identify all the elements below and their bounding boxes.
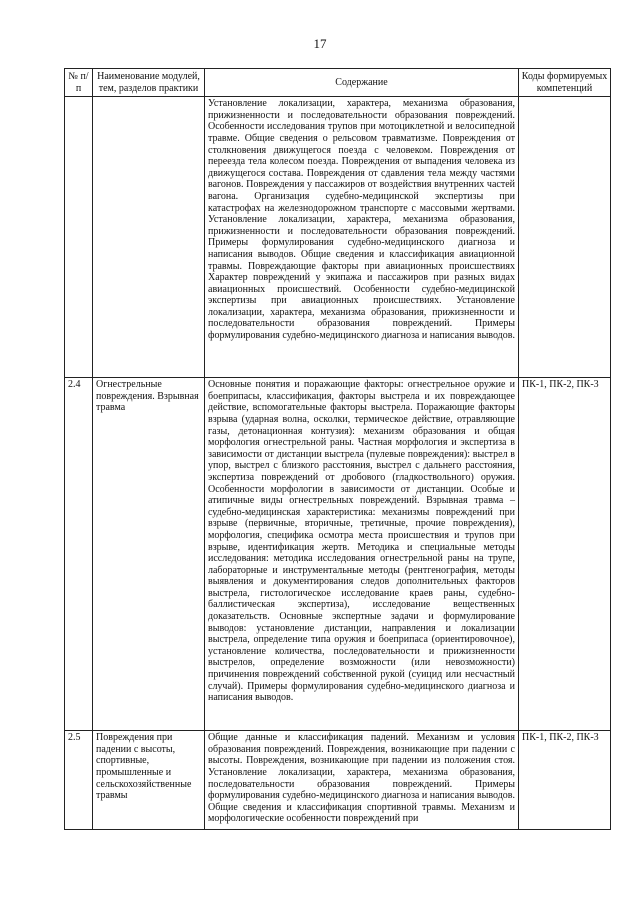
row-competence-codes: ПК-1, ПК-2, ПК-3 <box>519 731 611 830</box>
row-number <box>65 97 93 378</box>
page-number: 17 <box>313 36 327 51</box>
header-content: Содержание <box>205 69 519 97</box>
table-row <box>65 731 611 830</box>
header-codes: Коды формируемых компетенций <box>519 69 611 97</box>
row-topic-name: Повреждения при падении с высоты, спортивные, промышленные и сельскохозяйственные травмы <box>93 731 205 830</box>
row-content: Установление локализации, характера, механизма образования, прижизненности и последовательности образования повреждений. Особенности исследования трупов при мотоциклетной и велосипедной травме. Общие сведения о рельсовом травматизме. Повреждения от столкновения движущегося поезда с человеком. Повреждения от переезда тела колесом поезда. Повреждения от выпадения человека из движущегося состава. Повреждения от сдавления тела между частями вагонов. Повреждения у пассажиров от воздействия внутренних частей вагона. Организация судебно-медицинской экспертизы при катастрофах на железнодорожном транспорте с массовыми жертвами. Установление локализации, характера, механизма образования, прижизненности и последовательности образования повреждений. Примеры формулирования судебно-медицинского диагноза и написания выводов. Общие сведения и классификация авиационной травмы. Повреждающие факторы при авиационных происшествиях Характер повреждений у экипажа и пассажиров при разных видах авиационных происшествий. Особенности судебно-медицинской экспертизы при авиационных происшествиях. Установление локализации, характера, механизма образования, прижизненности и последовательности образования повреждений. Примеры формулирования судебно-медицинского диагноза и написания выводов. <box>205 97 519 378</box>
header-name: Наименование модулей, тем, разделов практики <box>93 69 205 97</box>
header-num: № п/п <box>65 69 93 97</box>
table-row <box>65 378 611 731</box>
row-competence-codes <box>519 97 611 378</box>
row-competence-codes: ПК-1, ПК-2, ПК-3 <box>519 378 611 731</box>
program-table <box>64 68 611 830</box>
row-number: 2.4 <box>65 378 93 731</box>
row-content: Основные понятия и поражающие факторы: огнестрельное оружие и боеприпасы, классификация, факторы выстрела и их повреждающее действие, вспомогательные факторы выстрела. Поражающие факторы взрыва (ударная волна, осколки, термическое действие, отравляющие газы, детонационная контузия): механизм образования и общая морфология огнестрельной раны. Частная морфология и экспертиза в зависимости от дистанции выстрела (пулевые повреждения): выстрел в упор, выстрел с близкого расстояния, выстрел с дальнего расстояния, экспертиза повреждений от дробового (гладкоствольного) оружия. Особенности морфологии в зависимости от дистанции. Особые и атипичные виды огнестрельных повреждений. Взрывная травма – судебно-медицинская характеристика: механизмы повреждений при взрыве (первичные, вторичные, третичные, прочие повреждения), морфология, специфика осмотра места происшествия и трупов при взрыве, идентификация жертв. Методика и специальные методы исследования: методика исследования огнестрельной раны на трупе, лабораторные и инструментальные методы (рентгенография, методы выявления и документирования следов дополнительных факторов выстрела, гистологическое исследование краев раны, судебно-баллистическая экспертиза), исследование вещественных доказательств. Основные экспертные задачи и формулирование выводов: установление дистанции, направления и локализации выстрела, определение типа оружия и боеприпаса (ориентировочное), установление количества, последовательности и прижизненности выстрелов, определение возможности (или невозможности) причинения повреждений собственной рукой (суицид или несчастный случай). Примеры формулирования судебно-медицинского диагноза и написания выводов. <box>205 378 519 731</box>
row-topic-name <box>93 97 205 378</box>
table-row <box>65 97 611 378</box>
table-header-row <box>65 69 611 97</box>
row-topic-name: Огнестрельные повреждения. Взрывная травма <box>93 378 205 731</box>
row-content: Общие данные и классификация падений. Механизм и условия образования повреждений. Повреждения, возникающие при падении с высоты. Повреждения, возникающие при падении из положения стоя. Установление локализации, характера, механизма образования, последовательности образования повреждений. Примеры формулирования судебно-медицинского диагноза и написания выводов. Общие сведения и классификация спортивной травмы. Механизм и морфологические особенности повреждений при <box>205 731 519 830</box>
row-number: 2.5 <box>65 731 93 830</box>
